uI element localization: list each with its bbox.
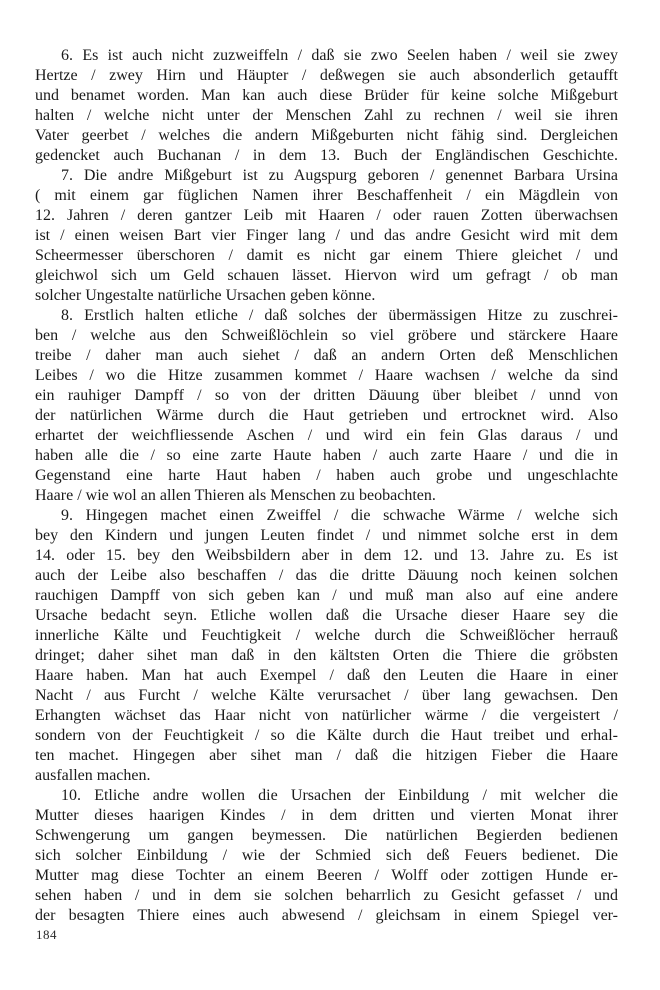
page-number: 184 bbox=[36, 927, 57, 942]
text-line: haben alle die / so eine zarte Haute haben / auch zarte Haare / und die in bbox=[35, 447, 618, 464]
text-line: ist / einen weisen Bart vier Finger lang / und das andre Gesicht wird mit dem bbox=[35, 227, 618, 244]
text-line: 9. Hingegen machet einen Zweiffel / die schwache Wärme / welche sich bbox=[61, 507, 618, 524]
text-line: 10. Etliche andre wollen die Ursachen der Einbildung / mit welcher die bbox=[61, 787, 618, 804]
text-line: Mutter mag diese Tochter an einem Beeren / Wolff oder zottigen Hunde er- bbox=[35, 867, 618, 884]
text-line: sehen haben / und in dem sie solchen beharrlich zu Gesicht gefasset / und bbox=[35, 887, 618, 904]
text-line: ausfallen machen. bbox=[35, 767, 151, 784]
text-line: 12. Jahren / deren gantzer Leib mit Haaren / oder rauen Zotten überwachsen bbox=[35, 207, 618, 224]
text-line: 8. Erstlich halten etliche / daß solches der übermässigen Hitze zu zuschrei- bbox=[61, 307, 618, 324]
text-line: auch der Leibe also beschaffen / das die dritte Däuung noch keinen solchen bbox=[35, 567, 618, 584]
paragraph bbox=[35, 506, 618, 786]
text-line: ein rauhiger Dampff / so von der dritten Däuung über bleibet / unnd von bbox=[35, 387, 618, 404]
paragraph bbox=[35, 166, 618, 306]
text-line: innerliche Kälte und Feuchtigkeit / welche durch die Schweißlöcher herrauß bbox=[35, 627, 618, 644]
text-line: Haare / wie wol an allen Thieren als Menschen zu beobachten. bbox=[35, 487, 436, 504]
text-line: bey den Kindern und jungen Leuten findet / und nimmet solche erst in dem bbox=[35, 527, 618, 544]
text-line: solcher Ungestalte natürliche Ursachen geben könne. bbox=[35, 287, 376, 304]
text-line: Hertze / zwey Hirn und Häupter / deßwegen sie auch absonderlich getaufft bbox=[35, 67, 618, 84]
text-line: ben / welche aus den Schweißlöchlein so viel gröbere und stärckere Haare bbox=[35, 327, 618, 344]
text-line: und benamet worden. Man kan auch diese Brüder für keine solche Mißgeburt bbox=[35, 87, 618, 104]
text-line: 14. oder 15. bey den Weibsbildern aber in dem 12. und 13. Jahre zu. Es ist bbox=[35, 547, 618, 564]
text-line: 7. Die andre Mißgeburt ist zu Augspurg geboren / genennet Barbara Ursina bbox=[61, 167, 618, 184]
text-line: rauchigen Dampff von sich geben kan / und muß man also auf eine andere bbox=[35, 587, 618, 604]
text-line: ten machet. Hingegen aber sihet man / daß die hitzigen Fieber die Haare bbox=[35, 747, 618, 764]
text-line: Gegenstand eine harte Haut haben / haben auch grobe und ungeschlachte bbox=[35, 467, 618, 484]
text-line: Mutter dieses haarigen Kindes / in dem dritten und vierten Monat ihrer bbox=[35, 807, 618, 824]
text-line: dringet; daher sihet man daß in den kältsten Orten die Thiere die gröbsten bbox=[35, 647, 618, 664]
paragraph bbox=[35, 306, 618, 506]
text-line: der natürlichen Wärme durch die Haut getrieben und ertrocknet wird. Also bbox=[35, 407, 618, 424]
text-line: der besagten Thiere eines auch abwesend / gleichsam in einem Spiegel ver- bbox=[35, 907, 618, 924]
text-line: gedencket auch Buchanan / in dem 13. Buch der Engländischen Geschichte. bbox=[35, 147, 618, 164]
text-line: sich solcher Einbildung / wie der Schmied sich deß Feuers bedienet. Die bbox=[35, 847, 618, 864]
text-line: Scheermesser überschoren / damit es nicht gar einem Thiere gleichet / und bbox=[35, 247, 618, 264]
text-line: Ursache bedacht seyn. Etliche wollen daß die Ursache dieser Haare sey die bbox=[35, 607, 618, 624]
text-line: 6. Es ist auch nicht zuzweiffeln / daß sie zwo Seelen haben / weil sie zwey bbox=[61, 47, 618, 64]
text-line: sondern von der Feuchtigkeit / so die Kälte durch die Haut treibet und erhal- bbox=[35, 727, 618, 744]
paragraph bbox=[35, 786, 618, 926]
text-line: Leibes / wo die Hitze zusammen kommet / Haare wachsen / welche da sind bbox=[35, 367, 618, 384]
text-line: Erhangten wächset das Haar nicht von natürlicher wärme / die vergeistert / bbox=[35, 707, 618, 724]
text-line: Haare haben. Man hat auch Exempel / daß den Leuten die Haare in einer bbox=[35, 667, 618, 684]
paragraph bbox=[35, 46, 618, 166]
text-line: halten / welche nicht unter der Menschen Zahl zu rechnen / weil sie ihren bbox=[35, 107, 618, 124]
text-line: erhartet der weichfliessende Aschen / und wird ein fein Glas daraus / und bbox=[35, 427, 618, 444]
text-block bbox=[35, 46, 618, 926]
text-line: Nacht / aus Furcht / welche Kälte verursachet / über lang gewachsen. Den bbox=[35, 687, 618, 704]
text-line: treibe / daher man auch siehet / daß an andern Orten deß Menschlichen bbox=[35, 347, 618, 364]
text-line: Vater geerbet / welches die andern Mißgeburten nicht fähig sind. Dergleichen bbox=[35, 127, 618, 144]
text-line: gleichwol sich um Geld schauen lässet. Hiervon wird um gefragt / ob man bbox=[35, 267, 618, 284]
text-line: Schwengerung um gangen beymessen. Die natürlichen Begierden bedienen bbox=[35, 827, 618, 844]
text-line: ( mit einem gar füglichen Namen ihrer Beschaffenheit / ein Mägdlein von bbox=[35, 187, 618, 204]
